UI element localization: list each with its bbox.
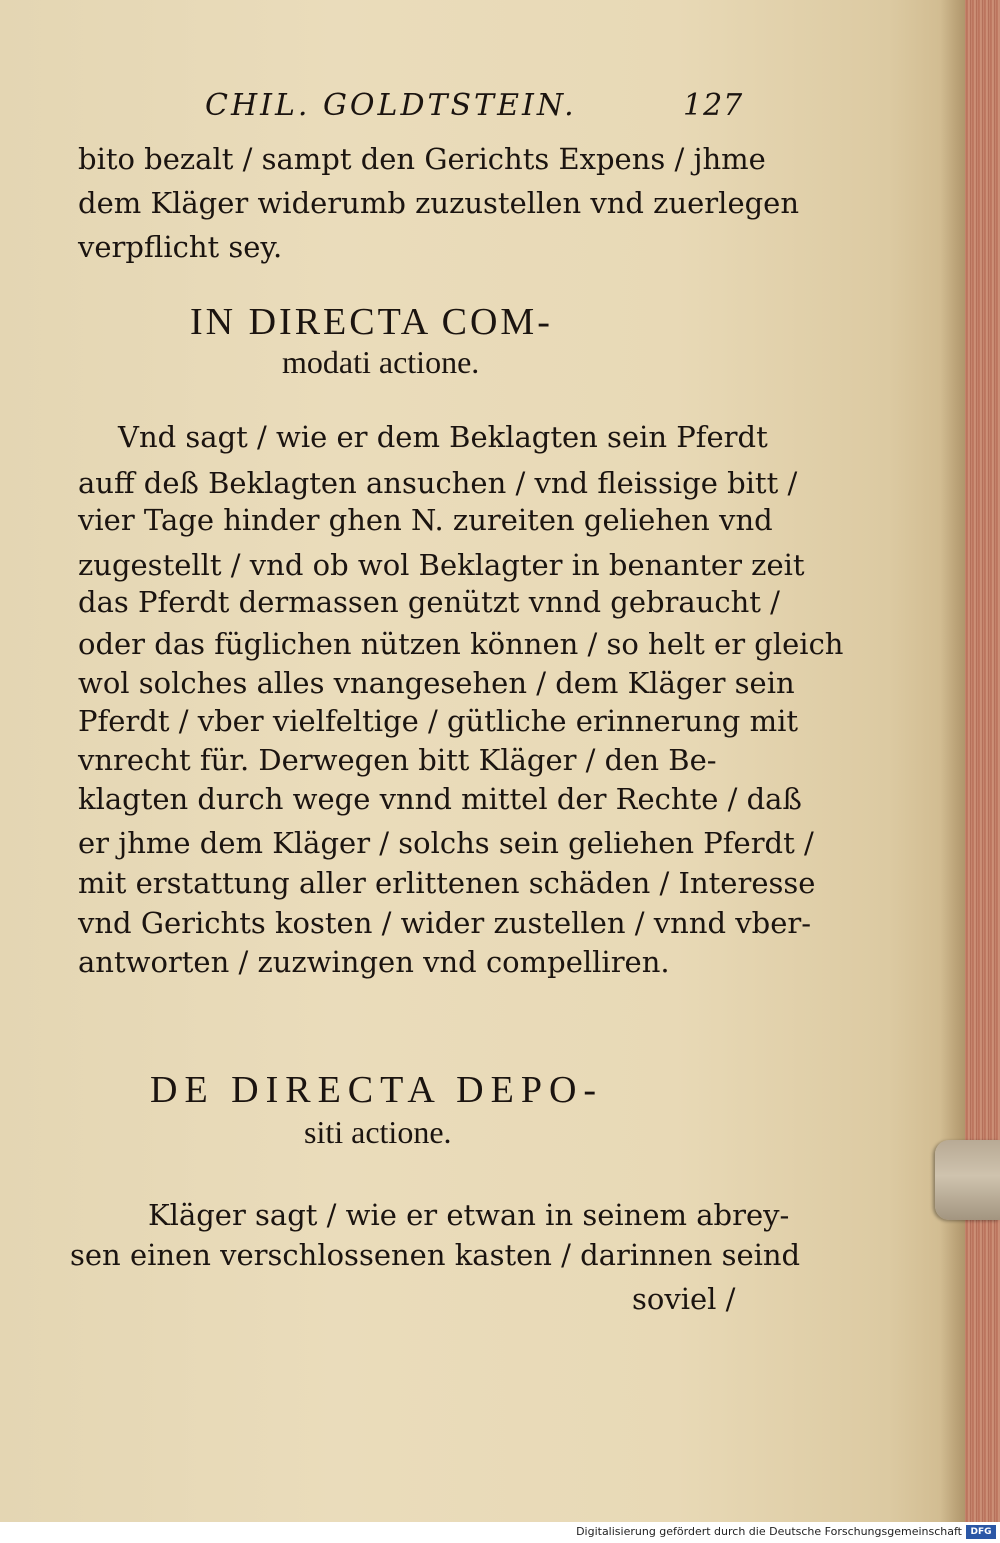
- body-line: sen einen verschlossenen kasten / darinnen seind: [70, 1238, 801, 1272]
- body-line: klagten durch wege vnnd mittel der Rechte / daß: [78, 782, 802, 816]
- body-line: oder das füglichen nützen können / so helt er gleich: [78, 627, 844, 661]
- body-line: er jhme dem Kläger / solchs sein geliehen Pferdt /: [78, 826, 814, 860]
- continuation-line: dem Kläger widerumb zuzustellen vnd zuerlegen: [78, 186, 800, 220]
- body-line: zugestellt / vnd ob wol Beklagter in benanter zeit: [78, 548, 805, 582]
- body-line: Pferdt / vber vielfeltige / gütliche erinnerung mit: [78, 704, 799, 738]
- body-line: Vnd sagt / wie er dem Beklagten sein Pferdt: [118, 420, 768, 454]
- body-line: vnd Gerichts kosten / wider zustellen / vnnd vber-: [78, 906, 812, 940]
- folio-number: 127: [683, 88, 744, 123]
- body-line: wol solches alles vnangesehen / dem Kläger sein: [78, 666, 795, 700]
- body-line: mit erstattung aller erlittenen schäden / Interesse: [78, 866, 816, 900]
- section-heading: DE DIRECTA DEPO-: [150, 1069, 604, 1111]
- section-subheading: modati actione.: [282, 344, 480, 380]
- body-line: Kläger sagt / wie er etwan in seinem abrey-: [148, 1198, 790, 1232]
- section-heading: IN DIRECTA COM-: [190, 301, 553, 343]
- body-line: auff deß Beklagten ansuchen / vnd fleissige bitt /: [78, 466, 798, 500]
- book-fore-edge: [965, 0, 1000, 1522]
- funding-credit: Digitalisierung gefördert durch die Deutsche Forschungsgemeinschaft: [576, 1525, 962, 1538]
- catchword: soviel /: [632, 1282, 736, 1316]
- running-head: CHIL. GOLDTSTEIN.: [205, 88, 577, 123]
- gutter-shadow: [940, 0, 965, 1522]
- body-line: das Pferdt dermassen genützt vnnd gebraucht /: [78, 585, 780, 619]
- body-line: vier Tage hinder ghen N. zureiten geliehen vnd: [78, 503, 773, 537]
- section-subheading: siti actione.: [304, 1114, 452, 1150]
- dfg-logo-text: DFG: [970, 1527, 992, 1537]
- dfg-logo: [966, 1525, 996, 1539]
- body-line: vnrecht für. Derwegen bitt Kläger / den Be-: [78, 743, 717, 777]
- footer-bar: [0, 1522, 1000, 1543]
- body-line: antworten / zuzwingen vnd compelliren.: [78, 945, 670, 979]
- page-tab-marker: [935, 1140, 1000, 1220]
- continuation-line: bito bezalt / sampt den Gerichts Expens / jhme: [78, 142, 766, 176]
- continuation-line: verpflicht sey.: [78, 230, 283, 264]
